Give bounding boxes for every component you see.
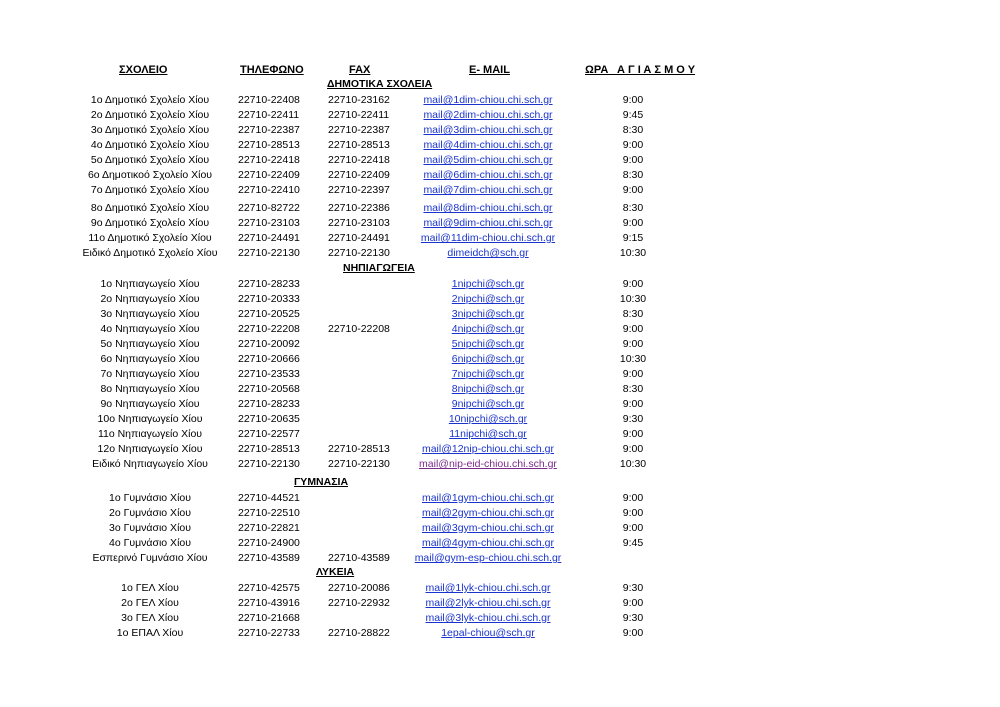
school-name: 2ο ΓΕΛ Χίου — [121, 597, 179, 609]
fax-number: 22710-22130 — [328, 247, 390, 259]
blessing-time: 9:00 — [622, 507, 644, 519]
fax-number: 22710-28513 — [328, 139, 390, 151]
table-row — [0, 153, 1000, 168]
table-row — [0, 506, 1000, 521]
table-row — [0, 397, 1000, 412]
email-link[interactable]: mail@11dim-chiou.chi.sch.gr — [420, 232, 556, 244]
email-link[interactable]: mail@1lyk-chiou.chi.sch.gr — [425, 582, 551, 594]
school-name: 4ο Νηπιαγωγείο Χίου — [100, 323, 200, 335]
school-name: Ειδικό Νηπιαγωγείο Χίου — [92, 458, 208, 470]
phone-number: 22710-22418 — [238, 154, 300, 166]
blessing-time: 10:30 — [619, 458, 647, 470]
blessing-time: 8:30 — [622, 383, 644, 395]
email-link[interactable]: mail@nip-eid-chiou.chi.sch.gr — [419, 458, 557, 470]
table-row — [0, 138, 1000, 153]
fax-number: 22710-22208 — [328, 323, 390, 335]
email-link[interactable]: mail@8dim-chiou.chi.sch.gr — [423, 202, 553, 214]
phone-number: 22710-43916 — [238, 597, 300, 609]
blessing-time: 8:30 — [622, 124, 644, 136]
email-link[interactable]: 6nipchi@sch.gr — [451, 353, 525, 365]
email-link[interactable]: mail@3lyk-chiou.chi.sch.gr — [425, 612, 551, 624]
phone-number: 22710-22410 — [238, 184, 300, 196]
phone-number: 22710-20635 — [238, 413, 300, 425]
email-link[interactable]: 1nipchi@sch.gr — [451, 278, 525, 290]
school-name: 3ο ΓΕΛ Χίου — [121, 612, 179, 624]
email-link[interactable]: mail@2dim-chiou.chi.sch.gr — [423, 109, 553, 121]
table-row — [0, 596, 1000, 611]
email-link[interactable]: mail@4gym-chiou.chi.sch.gr — [421, 537, 555, 549]
school-name: 1ο ΕΠΑΛ Χίου — [116, 627, 184, 639]
table-row — [0, 412, 1000, 427]
blessing-time: 8:30 — [622, 169, 644, 181]
email-link[interactable]: mail@1gym-chiou.chi.sch.gr — [421, 492, 555, 504]
fax-number: 22710-23162 — [328, 94, 390, 106]
blessing-time: 9:15 — [622, 232, 644, 244]
table-row — [0, 277, 1000, 292]
fax-number: 22710-43589 — [328, 552, 390, 564]
school-name: 5ο Δημοτικό Σχολείο Χίου — [90, 154, 210, 166]
phone-number: 22710-23103 — [238, 217, 300, 229]
school-name: 12ο Νηπιαγωγείο Χίου — [97, 443, 203, 455]
fax-number: 22710-28513 — [328, 443, 390, 455]
blessing-time: 9:00 — [622, 278, 644, 290]
phone-number: 22710-20333 — [238, 293, 300, 305]
phone-number: 22710-20525 — [238, 308, 300, 320]
phone-number: 22710-22387 — [238, 124, 300, 136]
blessing-time: 9:00 — [622, 522, 644, 534]
school-name: 8ο Νηπιαγωγείο Χίου — [100, 383, 200, 395]
school-name: 2ο Νηπιαγωγείο Χίου — [100, 293, 200, 305]
phone-number: 22710-20092 — [238, 338, 300, 350]
fax-number: 22710-22397 — [328, 184, 390, 196]
school-name: 6ο Δημοτικοό Σχολείο Χίου — [87, 169, 213, 181]
blessing-time: 9:00 — [622, 368, 644, 380]
phone-number: 22710-28233 — [238, 278, 300, 290]
school-name: 8ο Δημοτικό Σχολείο Χίου — [90, 202, 210, 214]
school-name: 9ο Δημοτικό Σχολείο Χίου — [90, 217, 210, 229]
school-name: 3ο Δημοτικό Σχολείο Χίου — [90, 124, 210, 136]
blessing-time: 9:00 — [622, 217, 644, 229]
email-link[interactable]: mail@3dim-chiou.chi.sch.gr — [423, 124, 553, 136]
school-name: 7ο Δημοτικό Σχολείο Χίου — [90, 184, 210, 196]
blessing-time: 9:00 — [622, 338, 644, 350]
phone-number: 22710-22130 — [238, 247, 300, 259]
phone-number: 22710-22510 — [238, 507, 300, 519]
fax-number: 22710-22130 — [328, 458, 390, 470]
blessing-time: 9:00 — [622, 184, 644, 196]
blessing-time: 9:00 — [622, 398, 644, 410]
phone-number: 22710-22733 — [238, 627, 300, 639]
school-name: 1ο Γυμνάσιο Χίου — [109, 492, 191, 504]
phone-number: 22710-28513 — [238, 139, 300, 151]
phone-number: 22710-22409 — [238, 169, 300, 181]
fax-number: 22710-23103 — [328, 217, 390, 229]
fax-number: 22710-22386 — [328, 202, 390, 214]
section-title: ΓΥΜΝΑΣΙΑ — [294, 476, 349, 488]
email-link[interactable]: mail@gym-esp-chiou.chi.sch.gr — [414, 552, 562, 564]
email-link[interactable]: 3nipchi@sch.gr — [451, 308, 525, 320]
school-name: 5ο Νηπιαγωγείο Χίου — [100, 338, 200, 350]
blessing-time: 9:45 — [622, 109, 644, 121]
blessing-time: 9:30 — [622, 612, 644, 624]
table-row — [0, 93, 1000, 108]
table-row — [0, 427, 1000, 442]
email-link[interactable]: 5nipchi@sch.gr — [451, 338, 525, 350]
blessing-time: 9:00 — [622, 323, 644, 335]
phone-number: 22710-23533 — [238, 368, 300, 380]
phone-number: 22710-22130 — [238, 458, 300, 470]
section-title: ΔΗΜΟΤΙΚΑ ΣΧΟΛΕΙΑ — [327, 78, 433, 90]
table-row — [0, 352, 1000, 367]
blessing-time: 9:00 — [622, 428, 644, 440]
section-title: ΛΥΚΕΙΑ — [316, 566, 355, 578]
table-row — [0, 307, 1000, 322]
school-name: 10ο Νηπιαγωγείο Χίου — [97, 413, 203, 425]
phone-number: 22710-22577 — [238, 428, 300, 440]
phone-number: 22710-21668 — [238, 612, 300, 624]
blessing-time: 9:00 — [622, 597, 644, 609]
email-link[interactable]: 9nipchi@sch.gr — [451, 398, 525, 410]
table-row — [0, 168, 1000, 183]
fax-number: 22710-22932 — [328, 597, 390, 609]
fax-number: 22710-20086 — [328, 582, 390, 594]
fax-number: 22710-22409 — [328, 169, 390, 181]
phone-number: 22710-24900 — [238, 537, 300, 549]
table-row — [0, 123, 1000, 138]
email-link[interactable]: mail@5dim-chiou.chi.sch.gr — [423, 154, 553, 166]
table-row — [0, 292, 1000, 307]
phone-number: 22710-24491 — [238, 232, 300, 244]
school-name: 7ο Νηπιαγωγείο Χίου — [100, 368, 200, 380]
phone-number: 22710-44521 — [238, 492, 300, 504]
table-row — [0, 231, 1000, 246]
phone-number: 22710-22208 — [238, 323, 300, 335]
table-row — [0, 382, 1000, 397]
blessing-time: 10:30 — [619, 247, 647, 259]
table-row — [0, 246, 1000, 261]
email-link[interactable]: mail@2lyk-chiou.chi.sch.gr — [425, 597, 551, 609]
school-name: 1ο ΓΕΛ Χίου — [121, 582, 179, 594]
table-row — [0, 216, 1000, 231]
section-title: ΝΗΠΙΑΓΩΓΕΙΑ — [343, 262, 415, 274]
blessing-time: 9:00 — [622, 492, 644, 504]
fax-number: 22710-22418 — [328, 154, 390, 166]
email-link[interactable]: 10nipchi@sch.gr — [448, 413, 528, 425]
fax-number: 22710-28822 — [328, 627, 390, 639]
email-link[interactable]: mail@9dim-chiou.chi.sch.gr — [423, 217, 553, 229]
email-link[interactable]: dimeidch@sch.gr — [447, 247, 529, 259]
email-link[interactable]: 8nipchi@sch.gr — [451, 383, 525, 395]
table-row — [0, 337, 1000, 352]
blessing-time: 10:30 — [619, 353, 647, 365]
phone-number: 22710-22408 — [238, 94, 300, 106]
school-name: 3ο Νηπιαγωγείο Χίου — [100, 308, 200, 320]
phone-number: 22710-22821 — [238, 522, 300, 534]
blessing-time: 9:30 — [622, 413, 644, 425]
phone-number: 22710-28513 — [238, 443, 300, 455]
phone-number: 22710-43589 — [238, 552, 300, 564]
table-row — [0, 442, 1000, 457]
school-name: 4ο Δημοτικό Σχολείο Χίου — [90, 139, 210, 151]
email-link[interactable]: 11nipchi@sch.gr — [449, 428, 527, 440]
table-row — [0, 626, 1000, 641]
phone-number: 22710-42575 — [238, 582, 300, 594]
table-row — [0, 183, 1000, 198]
table-row — [0, 457, 1000, 472]
phone-number: 22710-20666 — [238, 353, 300, 365]
school-name: 11ο Νηπιαγωγείο Χίου — [97, 428, 203, 440]
header-school: ΣΧΟΛΕΙΟ — [119, 64, 168, 76]
email-link[interactable]: 2nipchi@sch.gr — [451, 293, 525, 305]
school-name: 9ο Νηπιαγωγείο Χίου — [100, 398, 200, 410]
email-link[interactable]: 7nipchi@sch.gr — [451, 368, 525, 380]
header-fax: FAX — [349, 64, 371, 76]
fax-number: 22710-24491 — [328, 232, 390, 244]
email-link[interactable]: mail@1dim-chiou.chi.sch.gr — [423, 94, 553, 106]
school-name: 1ο Δημοτικό Σχολείο Χίου — [90, 94, 210, 106]
blessing-time: 9:00 — [622, 627, 644, 639]
email-link[interactable]: mail@6dim-chiou.chi.sch.gr — [423, 169, 553, 181]
table-row — [0, 551, 1000, 566]
header-time: ΩΡΑ Α Γ Ι Α Σ Μ Ο Υ — [585, 64, 696, 76]
phone-number: 22710-20568 — [238, 383, 300, 395]
header-email: E- MAIL — [469, 64, 510, 76]
email-link[interactable]: 1epal-chiou@sch.gr — [441, 627, 535, 639]
table-row — [0, 491, 1000, 506]
table-row — [0, 108, 1000, 123]
blessing-time: 9:00 — [622, 139, 644, 151]
email-link[interactable]: 4nipchi@sch.gr — [451, 323, 525, 335]
blessing-time: 9:00 — [622, 154, 644, 166]
table-row — [0, 201, 1000, 216]
blessing-time: 8:30 — [622, 308, 644, 320]
email-link[interactable]: mail@3gym-chiou.chi.sch.gr — [421, 522, 555, 534]
school-name: 2ο Γυμνάσιο Χίου — [109, 507, 191, 519]
blessing-time: 9:00 — [622, 443, 644, 455]
school-name: 6ο Νηπιαγωγείο Χίου — [100, 353, 200, 365]
blessing-time: 9:30 — [622, 582, 644, 594]
blessing-time: 8:30 — [622, 202, 644, 214]
school-name: 4ο Γυμνάσιο Χίου — [109, 537, 191, 549]
fax-number: 22710-22387 — [328, 124, 390, 136]
blessing-time: 9:00 — [622, 94, 644, 106]
table-row — [0, 611, 1000, 626]
fax-number: 22710-22411 — [328, 109, 390, 121]
email-link[interactable]: mail@12nip-chiou.chi.sch.gr — [421, 443, 555, 455]
table-row — [0, 322, 1000, 337]
table-row — [0, 581, 1000, 596]
school-name: 2ο Δημοτικό Σχολείο Χίου — [90, 109, 210, 121]
phone-number: 22710-82722 — [238, 202, 300, 214]
school-name: Ειδικό Δημοτικό Σχολείο Χίου — [82, 247, 218, 259]
header-phone: ΤΗΛΕΦΩΝΟ — [240, 64, 304, 76]
email-link[interactable]: mail@4dim-chiou.chi.sch.gr — [423, 139, 553, 151]
blessing-time: 9:45 — [622, 537, 644, 549]
phone-number: 22710-22411 — [238, 109, 300, 121]
email-link[interactable]: mail@2gym-chiou.chi.sch.gr — [421, 507, 555, 519]
school-name: 3ο Γυμνάσιο Χίου — [109, 522, 191, 534]
school-name: Εσπερινό Γυμνάσιο Χίου — [92, 552, 208, 564]
table-row — [0, 367, 1000, 382]
school-name: 11ο Δημοτικό Σχολείο Χίου — [88, 232, 212, 244]
blessing-time: 10:30 — [619, 293, 647, 305]
table-row — [0, 521, 1000, 536]
table-row — [0, 536, 1000, 551]
phone-number: 22710-28233 — [238, 398, 300, 410]
email-link[interactable]: mail@7dim-chiou.chi.sch.gr — [423, 184, 553, 196]
school-name: 1ο Νηπιαγωγείο Χίου — [100, 278, 200, 290]
